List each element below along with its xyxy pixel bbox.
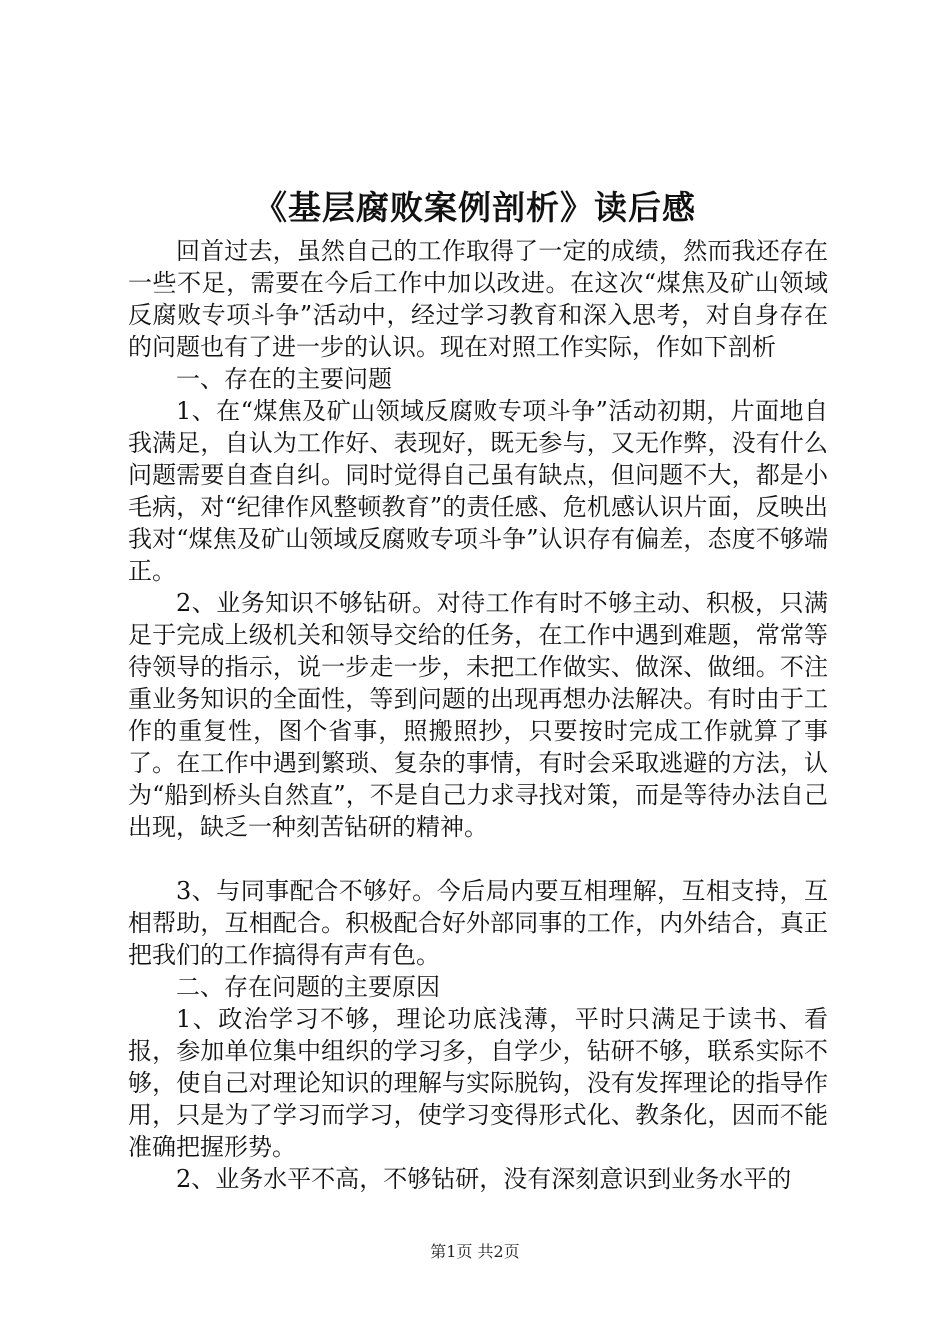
paragraph-problem-1: 1、在“煤焦及矿山领域反腐败专项斗争”活动初期，片面地自我满足，自认为工作好、表现好，既无参与，又无作弊，没有什么问题需要自查自纠。同时觉得自己虽有缺点，但问题不大，都是小毛病，对“纪律作风整顿教育”的责任感、危机感认识片面，反映出我对“煤焦及矿山领域反腐败专项斗争”认识存有偏差，态度不够端正。: [128, 397, 828, 585]
paragraph-intro: 回首过去，虽然自己的工作取得了一定的成绩，然而我还存在一些不足，需要在今后工作中加以改进。在这次“煤焦及矿山领域反腐败专项斗争”活动中，经过学习教育和深入思考，对自身存在的问题也有了进一步的认识。现在对照工作实际，作如下剖析: [128, 237, 828, 361]
paragraph-problem-3: 3、与同事配合不够好。今后局内要互相理解，互相支持，互相帮助，互相配合。积极配合好外部同事的工作，内外结合，真正把我们的工作搞得有声有色。: [128, 877, 828, 969]
section-heading-causes: 二、存在问题的主要原因: [176, 973, 440, 1001]
page-number-footer: 第1页 共2页: [430, 1242, 520, 1261]
paragraph-cause-1: 1、政治学习不够，理论功底浅薄，平时只满足于读书、看报，参加单位集中组织的学习多，自学少，钻研不够，联系实际不够，使自己对理论知识的理解与实际脱钩，没有发挥理论的指导作用，只是为了学习而学习，使学习变得形式化、教条化，因而不能准确把握形势。: [128, 1005, 828, 1161]
paragraph-problem-2: 2、业务知识不够钻研。对待工作有时不够主动、积极，只满足于完成上级机关和领导交给的任务，在工作中遇到难题，常常等待领导的指示，说一步走一步，未把工作做实、做深、做细。不注重业务知识的全面性，等到问题的出现再想办法解决。有时由于工作的重复性，图个省事，照搬照抄，只要按时完成工作就算了事了。在工作中遇到繁琐、复杂的事情，有时会采取逃避的方法，认为“船到桥头自然直”，不是自己力求寻找对策，而是等待办法自己出现，缺乏一种刻苦钻研的精神。: [128, 589, 828, 841]
section-heading-problems: 一、存在的主要问题: [176, 365, 392, 393]
document-title: 《基层腐败案例剖析》读后感: [254, 188, 696, 227]
document-body: [128, 235, 828, 1195]
paragraph-cause-2: 2、业务水平不高，不够钻研，没有深刻意识到业务水平的: [176, 1165, 792, 1193]
paragraph-gap: [128, 843, 828, 875]
